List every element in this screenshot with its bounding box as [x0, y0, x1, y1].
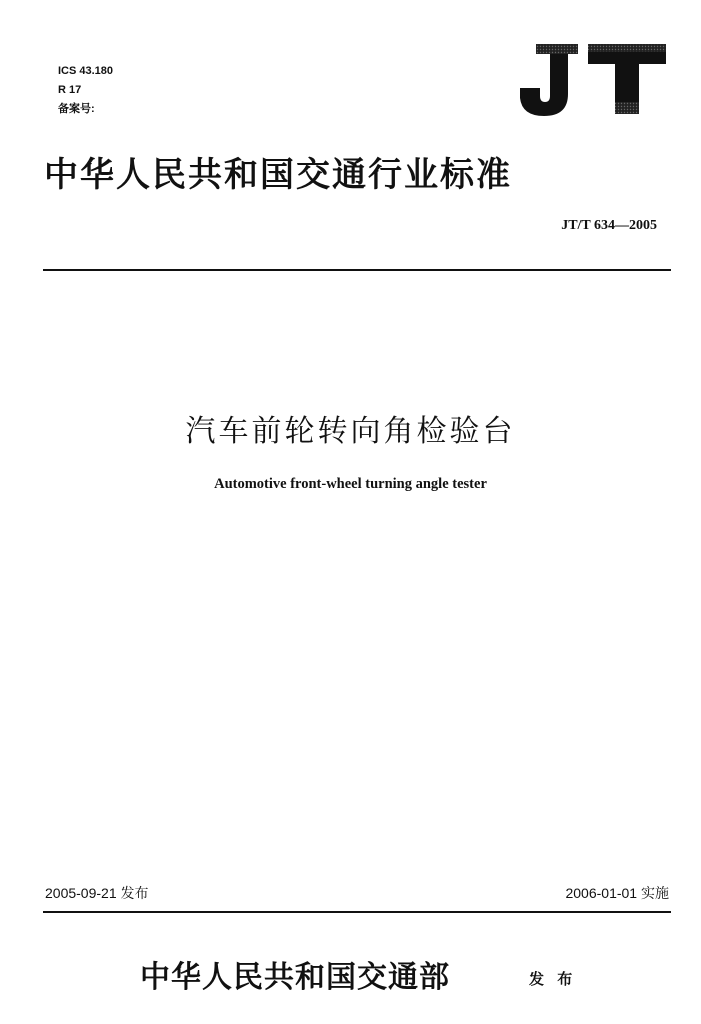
implement-date: 2006-01-01 实施	[565, 885, 669, 901]
document-title-en: Automotive front-wheel turning angle tester	[214, 476, 487, 492]
bottom-divider	[43, 911, 671, 913]
ccs-code: R 17	[58, 84, 82, 96]
classification-block	[58, 62, 113, 119]
publish-date: 2005-09-21 发布	[45, 885, 149, 901]
standard-number: JT/T 634—2005	[561, 218, 657, 233]
issue-label: 发 布	[529, 970, 577, 988]
jt-logo	[518, 42, 668, 118]
ics-code: ICS 43.180	[58, 65, 114, 77]
standard-title: 中华人民共和国交通行业标准	[44, 155, 512, 195]
issuing-authority: 中华人民共和国交通部	[140, 960, 450, 995]
record-number-label: 备案号:	[58, 103, 95, 115]
top-divider	[43, 269, 671, 271]
document-title-cn: 汽车前轮转向角检验台	[185, 414, 516, 449]
